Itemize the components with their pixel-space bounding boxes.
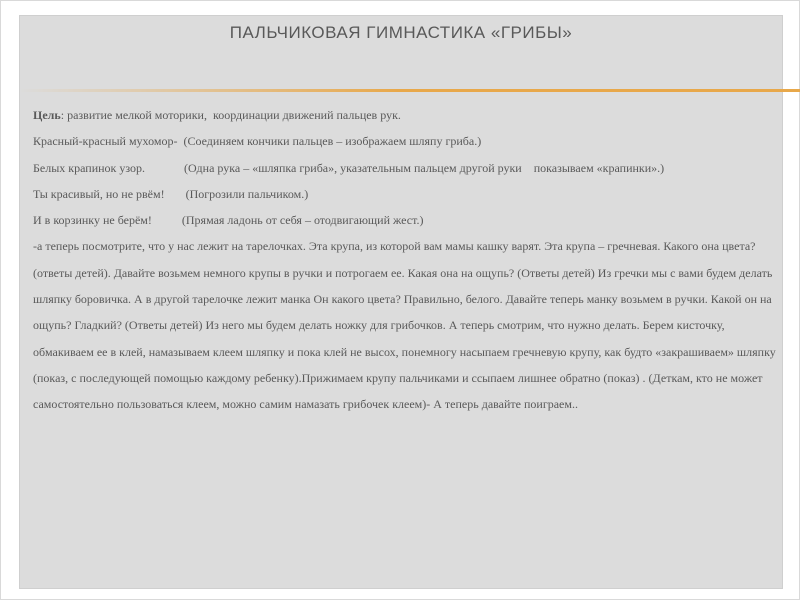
rhyme-line-1: Красный-красный мухомор- (Соединяем кончики пальцев – изображаем шляпу гриба.) (33, 134, 482, 149)
title-divider-gradient (19, 89, 399, 92)
goal-text: : развитие мелкой моторики, координации движений пальцев рук. (60, 108, 401, 122)
goal-line (33, 102, 778, 128)
activity-paragraph: -а теперь посмотрите, что у нас лежит на тарелочках. Эта крупа, из которой вам мамы кашку варят. Эта крупа – гречневая. Какого она цвета? (ответы детей). Давайте возьмем немного крупы в ручки и потрогаем ее. Какая она на ощупь? (Ответы детей) Из гречки мы с вами будем делать шляпку боровичка. А в другой тарелочке лежит манка Он какого цвета? Правильно, белого. Давайте теперь манку возьмем в ручки. Какой он на ощупь? Гладкий? (Ответы детей) Из него мы будем делать ножку для грибочков. А теперь смотрим, что нужно делать. Берем кисточку, обмакиваем ее в клей, намазываем клеем шляпку и пока клей не высох, понемногу насыпаем гречневую крупу, как будто «закрашиваем» шляпку (показ, с последующей помощью каждому ребенку).Прижимаем крупу пальчиками и ссыпаем лишнее обратно (показ) . (Деткам, кто не может самостоятельно пользоваться клеем, можно самим намазать грибочек клеем)- А теперь давайте поиграем.. (33, 239, 776, 412)
title-divider-line (399, 89, 800, 92)
slide-body (33, 102, 778, 418)
rhyme-line-4: И в корзинку не берём! (Прямая ладонь от себя – отодвигающий жест.) (33, 213, 424, 228)
goal-label: Цель (33, 108, 61, 122)
rhyme-line-2: Белых крапинок узор. (Одна рука – «шляпка гриба», указательным пальцем другой руки показываем «крапинки».) (33, 160, 665, 175)
rhyme-line-3: Ты красивый, но не рвём! (Погрозили пальчиком.) (33, 186, 309, 201)
slide-title: ПАЛЬЧИКОВАЯ ГИМНАСТИКА «ГРИБЫ» (229, 23, 573, 42)
